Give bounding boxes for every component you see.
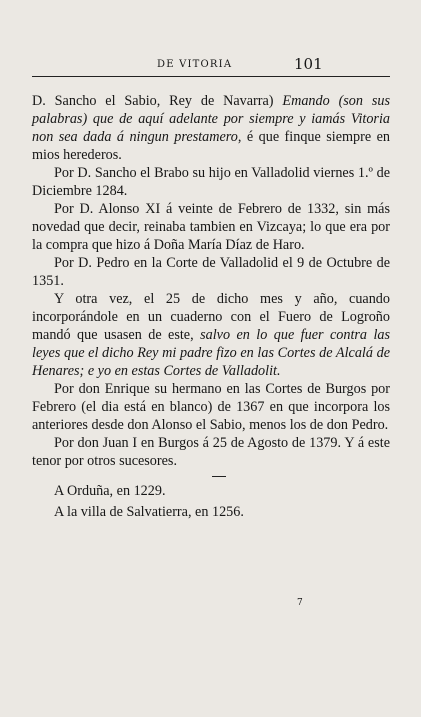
header-rule	[32, 76, 390, 77]
paragraph-1-quote: Emando (son sus palabras) que de aquí adelante por siempre y iamás Vitoria non sea dada á ningun prestamero	[32, 93, 391, 145]
page-header	[32, 56, 390, 74]
paragraph-6: Por don Enrique su hermano en las Cortes de Burgos por Febrero (el dia está en blanco) de 1367 en que incorpora los anteriores desde don Alonso el Sabio, menos los de don Pedro.	[32, 381, 390, 433]
paragraph-1-roman-start: D. Sancho el Sabio, Rey de Navarra)	[32, 93, 283, 109]
body-text	[32, 92, 390, 521]
paragraph-1-roman-end: , é que finque siempre en mios herederos.	[32, 129, 390, 163]
signature-mark: 7	[297, 598, 303, 608]
paragraph-2: Por D. Sancho el Brabo su hijo en Valladolid viernes 1.º de Diciembre 1284.	[32, 165, 390, 199]
paragraph-5-quote: salvo en lo que fuer contra las leyes que el dicho Rey mi padre fizo en las Cortes de Alcalá de Henares; e yo en estas Cortes de Valladolit.	[32, 327, 391, 379]
paragraph-5	[32, 290, 390, 380]
running-title: DE VITORIA	[157, 59, 233, 70]
paragraph-1	[32, 92, 390, 164]
paragraph-4: Por D. Pedro en la Corte de Valladolid el 9 de Octubre de 1351.	[32, 255, 390, 289]
paragraph-7: Por don Juan I en Burgos á 25 de Agosto de 1379. Y á este tenor por otros sucesores.	[32, 435, 390, 469]
paragraph-5-roman: Y otra vez, el 25 de dicho mes y año, cuando incorporándole en un cuaderno con el Fuero de Logroño mandó que usasen de este,	[32, 291, 390, 343]
page-number: 101	[294, 55, 323, 73]
section-separator	[212, 476, 226, 477]
list-item-salvatierra: A la villa de Salvatierra, en 1256.	[54, 504, 244, 520]
list-item-orduna: A Orduña, en 1229.	[54, 483, 166, 499]
paragraph-3: Por D. Alonso XI á veinte de Febrero de 1332, sin más novedad que decir, reinaba tambien en Vizcaya; lo que era por la compra que hizo á Doña María Díaz de Haro.	[32, 201, 390, 253]
